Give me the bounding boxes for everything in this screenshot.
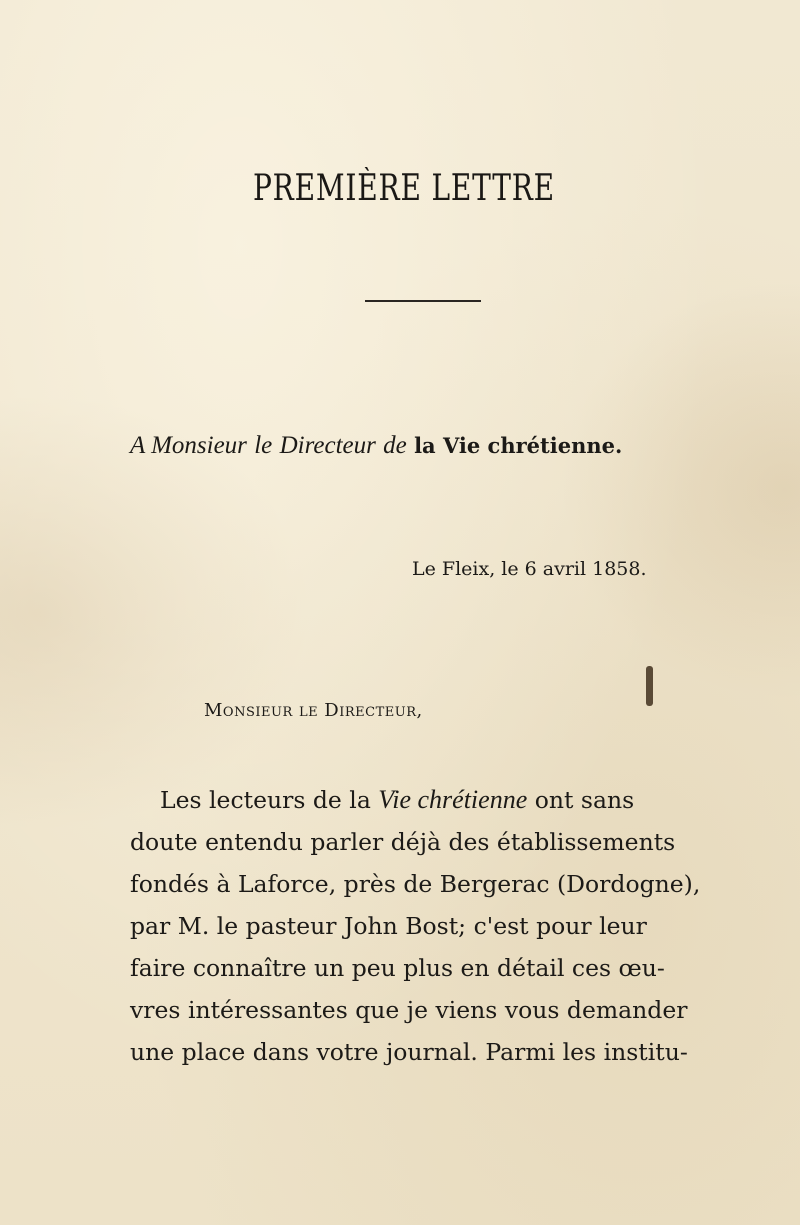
body-line-6: vres intéressantes que je viens vous demander: [130, 996, 688, 1024]
ink-mark: [646, 666, 653, 706]
letter-address: [130, 432, 622, 460]
body-line-1-italic: Vie chrétienne: [378, 785, 528, 814]
body-line-1-end: ont sans: [527, 786, 635, 814]
chapter-title: PREMIÈRE LETTRE: [253, 168, 555, 209]
body-line-7: une place dans votre journal. Parmi les institu-: [130, 1038, 688, 1066]
address-part-journal: la Vie chrétienne.: [414, 433, 623, 458]
body-line-4: par M. le pasteur John Bost; c'est pour leur: [130, 912, 647, 940]
letter-dateline: Le Fleix, le 6 avril 1858.: [412, 558, 647, 580]
letter-salutation: Monsieur le Directeur,: [204, 700, 423, 721]
body-line-5: faire connaître un peu plus en détail ces œu-: [130, 954, 665, 982]
body-line-1: [160, 780, 634, 820]
address-part-directeur: Directeur: [279, 432, 376, 459]
body-line-1-start: Les lecteurs de la: [160, 786, 379, 814]
address-part-le: le: [254, 432, 273, 459]
address-part-monsieur: A Monsieur: [130, 432, 247, 459]
address-part-de: de: [383, 432, 407, 459]
title-rule-divider: [365, 300, 481, 302]
body-line-3: fondés à Laforce, près de Bergerac (Dordogne),: [130, 870, 701, 898]
body-line-2: doute entendu parler déjà des établissements: [130, 828, 676, 856]
